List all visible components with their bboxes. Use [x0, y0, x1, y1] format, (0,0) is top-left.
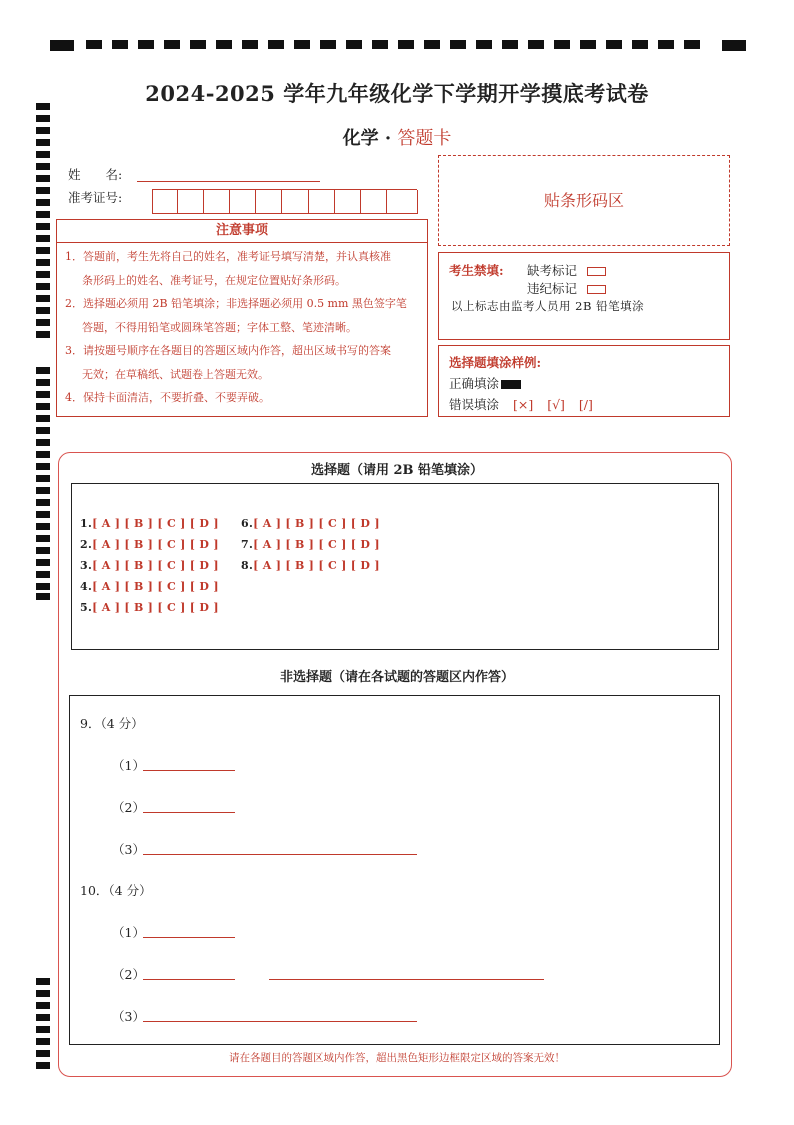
- barcode-label: 贴条形码区: [543, 191, 624, 210]
- prohibit-box: [438, 252, 730, 340]
- nonmc-answer-box: [69, 695, 720, 1045]
- q9-part-1-answer-line[interactable]: [143, 770, 235, 771]
- q10-part-2-answer-line-b[interactable]: [269, 979, 544, 980]
- title-separator: ·: [384, 128, 392, 149]
- absent-mark-box[interactable]: [587, 267, 606, 276]
- q10-part-3-label: （3）: [112, 1009, 145, 1024]
- name-label: 姓 名:: [68, 167, 123, 182]
- notice-item-2: 2．选择题必须用 2B 铅笔填涂；非选择题必须用 0.5 mm 黑色签字笔 答题，不得用铅笔或圆珠笔答题；字体工整、笔迹清晰。: [65, 297, 407, 334]
- notice-box: [56, 219, 428, 417]
- wrong-mark-slash: [/]: [578, 397, 593, 412]
- fill-sample-title: 选择题填涂样例:: [449, 355, 542, 370]
- fill-sample-box: [438, 345, 730, 417]
- q9-part-3-answer-line[interactable]: [143, 854, 417, 855]
- q10-part-1-label: （1）: [112, 925, 145, 940]
- exam-id-label: 准考证号:: [68, 190, 123, 205]
- nonmc-section-title: 非选择题（请在各试题的答题区内作答）: [279, 670, 514, 685]
- wrong-fill-row: 错误填涂 [×] [√] [/]: [449, 397, 593, 412]
- notice-item-1: 1．答题前，考生先将自己的姓名，准考证号填写清楚，并认真核准 条形码上的姓名、准考证号，在规定位置贴好条形码。: [65, 250, 391, 287]
- q10-part-2-label: （2）: [112, 967, 145, 982]
- page-title: 2024-2025 学年九年级化学下学期开学摸底考试卷: [145, 81, 649, 106]
- q9-part-1-label: （1）: [112, 758, 145, 773]
- mc-question-4[interactable]: 4.[ A ] [ B ] [ C ] [ D ]: [80, 580, 219, 593]
- mc-question-7[interactable]: 7.[ A ] [ B ] [ C ] [ D ]: [241, 538, 380, 551]
- exam-id-grid[interactable]: [152, 189, 417, 214]
- q10-part-2-answer-line-a[interactable]: [143, 979, 235, 980]
- q9-part-3-label: （3）: [112, 842, 145, 857]
- q10-part-3-answer-line[interactable]: [143, 1021, 417, 1022]
- notice-title: 注意事项: [57, 220, 427, 243]
- absent-mark-row: 缺考标记: [527, 261, 606, 279]
- mc-question-3[interactable]: 3.[ A ] [ B ] [ C ] [ D ]: [80, 559, 219, 572]
- mc-question-6[interactable]: 6.[ A ] [ B ] [ C ] [ D ]: [241, 517, 380, 530]
- card-name-label: 答题卡: [397, 128, 452, 149]
- prohibit-note: 以上标志由监考人员用 2B 铅笔填涂: [451, 299, 645, 313]
- notice-item-3: 3．请按题号顺序在各题目的答题区域内作答，超出区域书写的答案 无效；在草稿纸、试题卷上答题无效。: [65, 344, 391, 381]
- correct-fill-mark: [501, 380, 521, 389]
- q9-part-2-answer-line[interactable]: [143, 812, 235, 813]
- mc-question-5[interactable]: 5.[ A ] [ B ] [ C ] [ D ]: [80, 601, 219, 614]
- mc-question-1[interactable]: 1.[ A ] [ B ] [ C ] [ D ]: [80, 517, 219, 530]
- q9-part-2-label: （2）: [112, 800, 145, 815]
- violation-mark-box[interactable]: [587, 285, 606, 294]
- question-9-label: 9．（4 分）: [80, 716, 144, 731]
- violation-mark-row: 违纪标记: [527, 279, 606, 297]
- mc-question-8[interactable]: 8.[ A ] [ B ] [ C ] [ D ]: [241, 559, 380, 572]
- correct-fill-row: 正确填涂: [449, 374, 521, 392]
- card-subtitle: [0, 124, 794, 150]
- name-field[interactable]: [137, 181, 320, 182]
- q10-part-1-answer-line[interactable]: [143, 937, 235, 938]
- notice-item-4: 4．保持卡面清洁，不要折叠、不要弄破。: [65, 391, 270, 404]
- prohibit-label: 考生禁填:: [449, 263, 504, 278]
- wrong-mark-check: [√]: [547, 397, 565, 412]
- wrong-mark-cross: [×]: [513, 397, 534, 412]
- barcode-area: [438, 155, 730, 246]
- footer-warning: 请在各题目的答题区域内作答，超出黑色矩形边框限定区域的答案无效！: [229, 1052, 565, 1064]
- subject-label: 化学: [342, 128, 379, 149]
- question-10-label: 10．（4 分）: [80, 883, 152, 898]
- mc-question-2[interactable]: 2.[ A ] [ B ] [ C ] [ D ]: [80, 538, 219, 551]
- mc-section-title: 选择题（请用 2B 铅笔填涂）: [310, 463, 484, 478]
